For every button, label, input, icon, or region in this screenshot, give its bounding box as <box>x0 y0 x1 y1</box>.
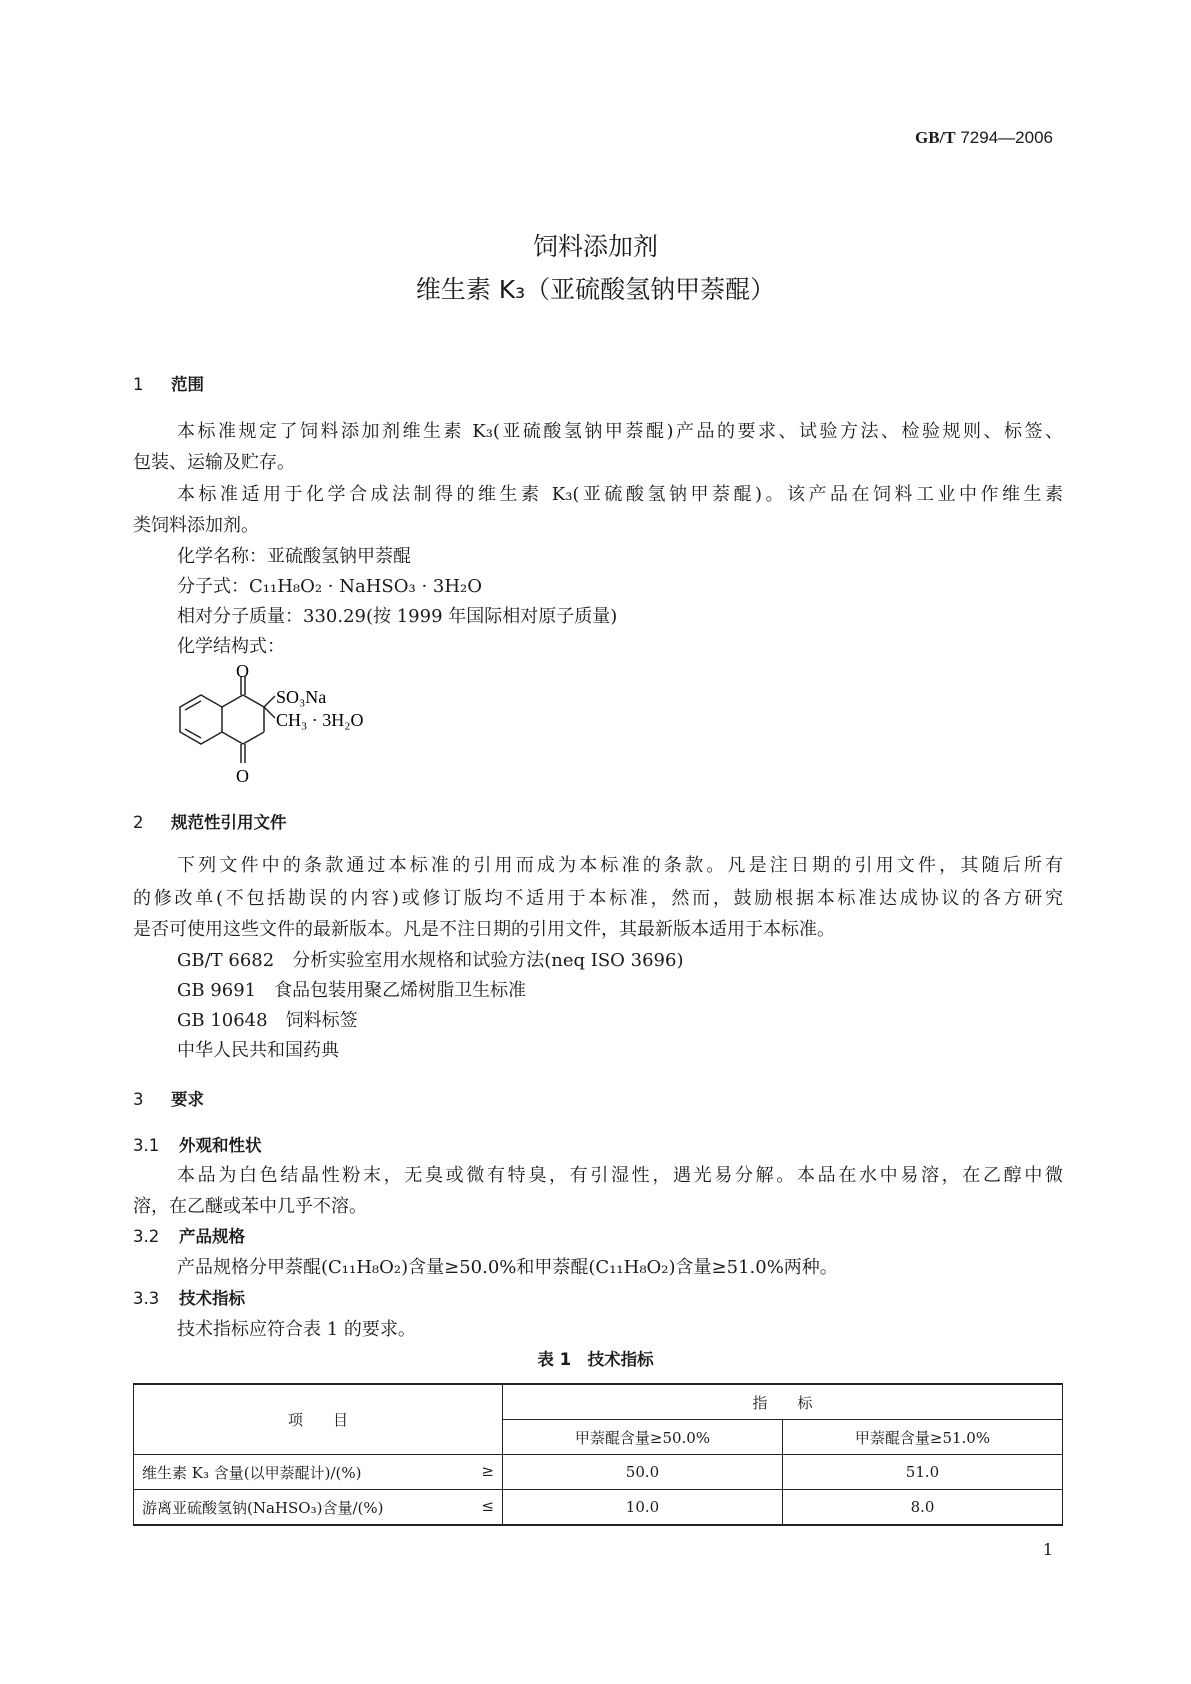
column-header: 甲萘醌含量≥51.0% <box>783 1420 1063 1455</box>
section-1-heading: 1 范围 <box>133 375 204 394</box>
table-caption: 表 1 技术指标 <box>537 1350 654 1369</box>
row-item: 维生素 K₃ 含量(以甲萘醌计)/(%) <box>142 1463 362 1482</box>
paragraph-line: 溶，在乙醚或苯中几乎不溶。 <box>133 1196 367 1217</box>
section-3-heading: 3 要求 <box>133 1090 204 1109</box>
section-2-heading: 2 规范性引用文件 <box>133 813 287 832</box>
doc-title-line1: 饲料添加剂 <box>532 232 658 261</box>
sulfonate-group: SO₃Na <box>276 687 327 707</box>
paragraph-line: 本标准规定了饲料添加剂维生素 K₃(亚硫酸氢钠甲萘醌)产品的要求、试验方法、检验规则、标签、 <box>177 421 1063 442</box>
table-row <box>134 1490 1063 1526</box>
column-header: 甲萘醌含量≥50.0% <box>503 1420 783 1455</box>
doc-title-line2: 维生素 K₃（亚硫酸氢钠甲萘醌） <box>415 275 776 304</box>
paragraph-line: 是否可使用这些文件的最新版本。凡是不注日期的引用文件，其最新版本适用于本标准。 <box>133 919 835 940</box>
oxygen-top: O <box>236 662 249 681</box>
paragraph-line: 产品规格分甲萘醌(C₁₁H₈O₂)含量≥50.0%和甲萘醌(C₁₁H₈O₂)含量≥51.0%两种。 <box>177 1257 838 1278</box>
chemical-structure-diagram <box>170 662 430 787</box>
paragraph-line: 包装、运输及贮存。 <box>133 452 295 473</box>
comparison-symbol: ≤ <box>481 1496 494 1515</box>
section-3-3-heading: 3.3 技术指标 <box>133 1289 245 1308</box>
index-header: 指 标 <box>503 1384 1063 1420</box>
reference-item: GB 10648 饲料标签 <box>177 1010 358 1031</box>
cell-value: 50.0 <box>503 1455 783 1490</box>
paragraph-line: 本品为白色结晶性粉末，无臭或微有特臭，有引湿性，遇光易分解。本品在水中易溶，在乙醇中微 <box>177 1165 1063 1186</box>
cell-value: 51.0 <box>783 1455 1063 1490</box>
standard-code: GB/T 7294—2006 <box>915 128 1053 147</box>
section-3-1-heading: 3.1 外观和性状 <box>133 1136 262 1155</box>
molecular-mass: 相对分子质量：330.29(按 1999 年国际相对原子质量) <box>177 606 618 627</box>
reference-item: GB 9691 食品包装用聚乙烯树脂卫生标准 <box>177 980 527 1001</box>
chemical-name: 化学名称：亚硫酸氢钠甲萘醌 <box>177 546 411 567</box>
page-number: 1 <box>1042 1540 1053 1559</box>
reference-item: 中华人民共和国药典 <box>177 1040 339 1061</box>
table-row <box>134 1455 1063 1490</box>
paragraph-line: 的修改单(不包括勘误的内容)或修订版均不适用于本标准，然而，鼓励根据本标准达成协议的各方研究 <box>133 888 1063 909</box>
paragraph-line: 技术指标应符合表 1 的要求。 <box>177 1319 416 1340</box>
methyl-hydrate-group: CH₃ · 3H₂O <box>276 710 364 730</box>
paragraph-line: 本标准适用于化学合成法制得的维生素 K₃(亚硫酸氢钠甲萘醌)。该产品在饲料工业中作维生素 <box>177 484 1063 505</box>
paragraph-line: 类饲料添加剂。 <box>133 515 259 536</box>
cell-value: 8.0 <box>783 1490 1063 1526</box>
molecular-formula: 分子式：C₁₁H₈O₂ · NaHSO₃ · 3H₂O <box>177 576 483 597</box>
reference-item: GB/T 6682 分析实验室用水规格和试验方法(neq ISO 3696) <box>177 950 684 971</box>
oxygen-bottom: O <box>236 766 249 786</box>
technical-index-table <box>133 1383 1063 1526</box>
paragraph-line: 下列文件中的条款通过本标准的引用而成为本标准的条款。凡是注日期的引用文件，其随后所有 <box>177 855 1063 876</box>
comparison-symbol: ≥ <box>481 1461 494 1480</box>
row-item: 游离亚硫酸氢钠(NaHSO₃)含量/(%) <box>142 1498 384 1517</box>
item-header: 项 目 <box>134 1384 503 1455</box>
cell-value: 10.0 <box>503 1490 783 1526</box>
section-3-2-heading: 3.2 产品规格 <box>133 1227 245 1246</box>
structure-label: 化学结构式： <box>177 636 285 657</box>
